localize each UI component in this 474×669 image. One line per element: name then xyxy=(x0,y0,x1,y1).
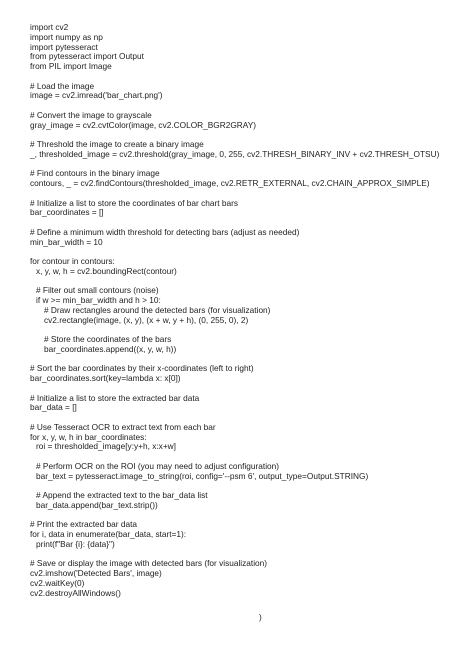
code-comment: # Initialize a list to store the extracted bar data xyxy=(30,392,200,403)
page-number: ) xyxy=(259,612,262,622)
code-line: bar_data.append(bar_text.strip()) xyxy=(36,499,158,510)
code-line: from pytesseract import Output xyxy=(30,51,144,62)
code-line: cv2.rectangle(image, (x, y), (x + w, y + h), (0, 255, 0), 2) xyxy=(44,314,249,325)
code-comment: # Draw rectangles around the detected bars (for visualization) xyxy=(44,304,271,315)
code-line: if w >= min_bar_width and h > 10: xyxy=(36,295,161,305)
code-line: for contour in contours: xyxy=(30,256,115,266)
code-comment: # Threshold the image to create a binary image xyxy=(30,139,204,149)
code-comment: # Sort the bar coordinates by their x-coordinates (left to right) xyxy=(30,363,254,374)
code-line: bar_data = [] xyxy=(30,402,77,413)
code-line: cv2.waitKey(0) xyxy=(30,577,85,588)
code-comment: # Find contours in the binary image xyxy=(30,168,160,179)
code-comment: # Save or display the image with detected bars (for visualization) xyxy=(30,558,268,569)
code-line: cv2.imshow('Detected Bars', image) xyxy=(30,568,162,578)
code-line: bar_text = pytesseract.image_to_string(roi, config='--psm 6', output_type=Output.STRING) xyxy=(36,470,369,481)
code-line: for i, data in enumerate(bar_data, start=1): xyxy=(30,529,187,539)
code-line: contours, _ = cv2.findContours(thresholded_image, cv2.RETR_EXTERNAL, cv2.CHAIN_APPROX_SIMPLE) xyxy=(30,178,430,188)
code-line: min_bar_width = 10 xyxy=(30,236,103,247)
code-line: import pytesseract xyxy=(30,41,98,52)
code-comment: # Define a minimum width threshold for detecting bars (adjust as needed) xyxy=(30,226,300,237)
blank-line xyxy=(30,72,460,82)
code-line: bar_coordinates.sort(key=lambda x: x[0]) xyxy=(30,373,181,383)
code-line: gray_image = cv2.cvtColor(image, cv2.COLOR_BGR2GRAY) xyxy=(30,119,257,130)
code-line: import cv2 xyxy=(30,22,69,32)
code-line: print(f"Bar {i}: {data}") xyxy=(36,538,115,549)
code-line: image = cv2.imread('bar_chart.png') xyxy=(30,90,163,101)
code-line: import numpy as np xyxy=(30,31,103,42)
code-comment: # Store the coordinates of the bars xyxy=(44,334,172,344)
code-line: roi = thresholded_image[y:y+h, x:x+w] xyxy=(36,441,176,452)
code-line: for x, y, w, h in bar_coordinates: xyxy=(30,431,147,442)
code-comment: # Print the extracted bar data xyxy=(30,519,138,530)
code-line: bar_coordinates.append((x, y, w, h)) xyxy=(44,343,177,354)
code-line: from PIL import Image xyxy=(30,61,112,71)
code-line: _, thresholded_image = cv2.threshold(gray_image, 0, 255, cv2.THRESH_BINARY_INV + cv2.THRESH_OTSU) xyxy=(30,148,440,159)
code-document xyxy=(30,23,460,598)
code-comment: # Initialize a list to store the coordinates of bar chart bars xyxy=(30,197,238,208)
code-comment: # Convert the image to grayscale xyxy=(30,109,152,120)
code-comment: # Append the extracted text to the bar_data list xyxy=(36,490,208,500)
code-comment: # Use Tesseract OCR to extract text from each bar xyxy=(30,421,216,432)
code-line: bar_coordinates = [] xyxy=(30,207,104,218)
code-line: cv2.destroyAllWindows() xyxy=(30,587,121,598)
code-comment: # Load the image xyxy=(30,80,95,91)
code-line: x, y, w, h = cv2.boundingRect(contour) xyxy=(36,265,177,276)
code-comment: # Filter out small contours (noise) xyxy=(36,285,159,296)
code-comment: # Perform OCR on the ROI (you may need to adjust configuration) xyxy=(36,460,280,471)
